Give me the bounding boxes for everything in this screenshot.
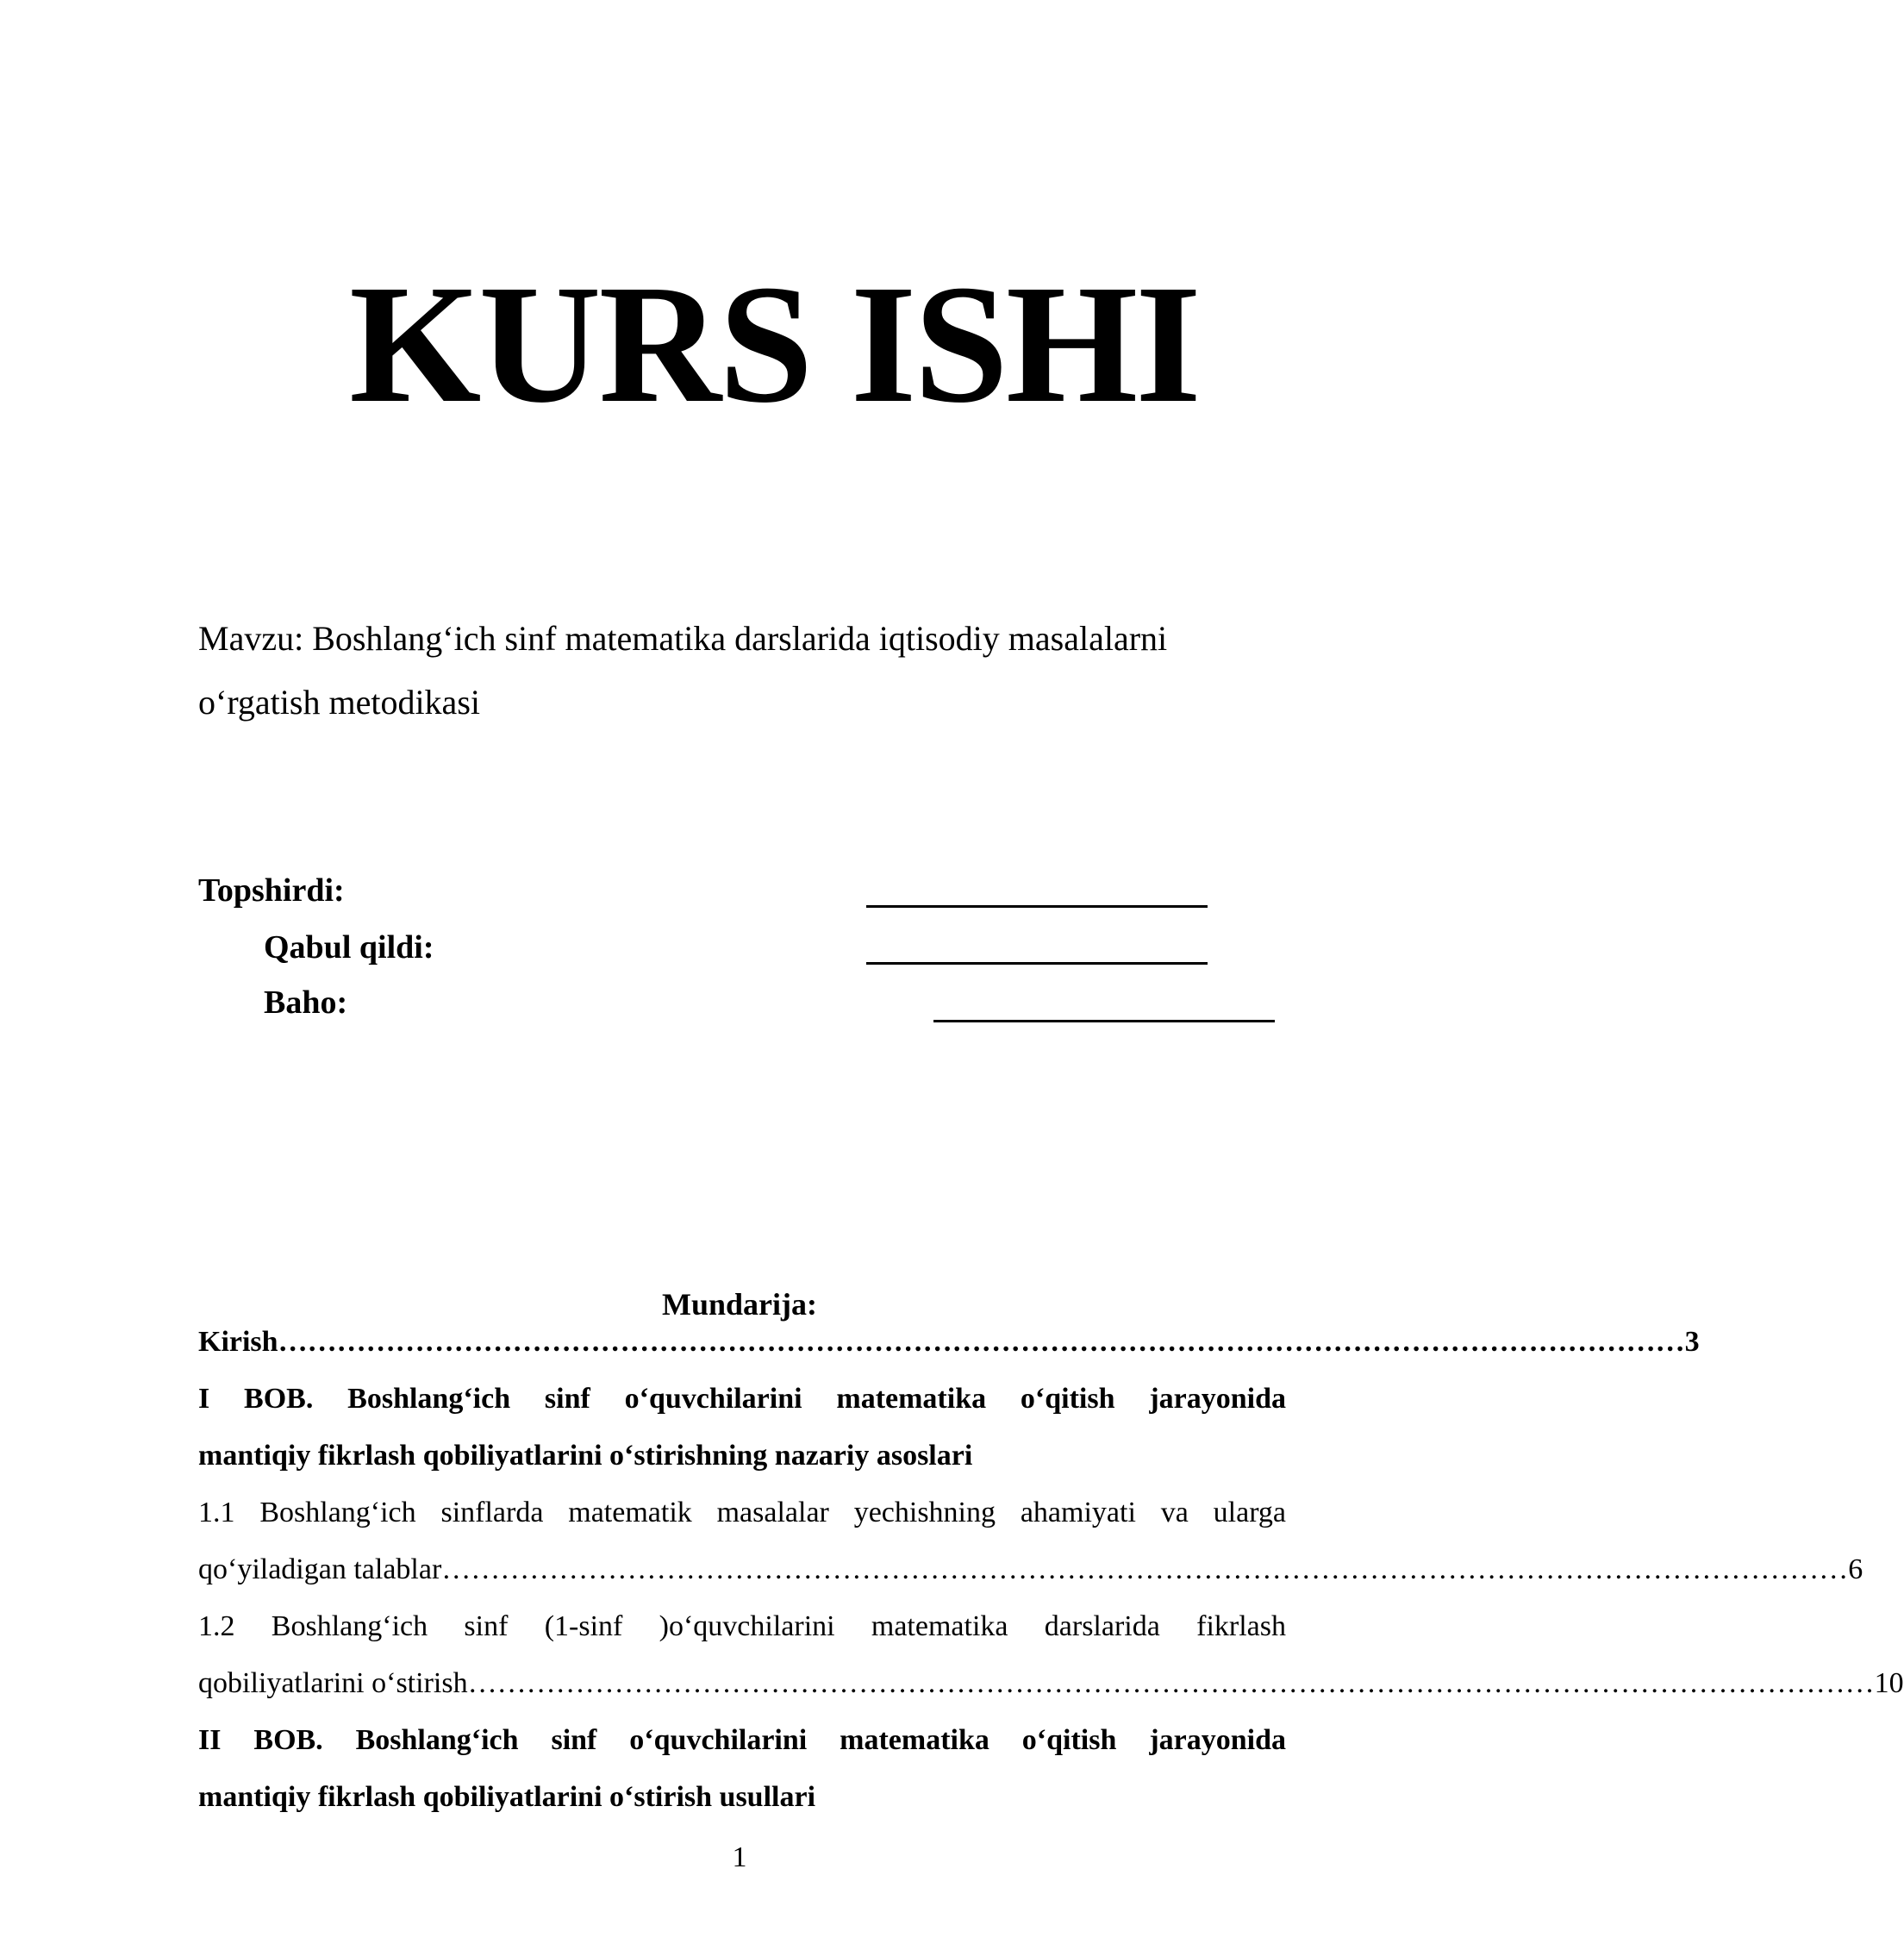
toc-intro-page: 3 (1684, 1326, 1700, 1358)
submitted-label: Topshirdi: (198, 872, 345, 909)
document-title: KURS ISHI (349, 249, 1199, 438)
subject-line-2: o‘rgatish metodikasi (198, 683, 480, 722)
toc-chapter2-line-1: II BOB. Boshlang‘ich sinf o‘quvchilarini matematika o‘qitish jarayonida (198, 1724, 1286, 1756)
toc-section1-1-line-2 (198, 1541, 1863, 1598)
accepted-label: Qabul qildi: (264, 929, 434, 966)
toc-section1-2-label: qobiliyatlarini o‘stirish (198, 1667, 468, 1699)
toc-leader-dots: ……………………………………………………………………………………………………………………………… (441, 1553, 1849, 1585)
toc-heading: Mundarija: (662, 1287, 817, 1322)
grade-blank (933, 1020, 1275, 1022)
page-number: 1 (732, 1841, 747, 1873)
toc-entry-intro (198, 1314, 1700, 1371)
submitted-blank (866, 905, 1208, 908)
subject-line-1: Mavzu: Boshlang‘ich sinf matematika darslarida iqtisodiy masalalarni (198, 619, 1168, 658)
toc-chapter1-line-1: I BOB. Boshlang‘ich sinf o‘quvchilarini matematika o‘qitish jarayonida (198, 1383, 1286, 1415)
toc-section1-1-label: qo‘yiladigan talablar (198, 1553, 442, 1585)
toc-section1-1-line-1: 1.1 Boshlang‘ich sinflarda matematik masalalar yechishning ahamiyati va ularga (198, 1497, 1286, 1528)
grade-label: Baho: (264, 984, 348, 1021)
toc-leader-dots: ……………………………………………………………………………………………………………………………… (467, 1667, 1875, 1699)
toc-section1-2-line-1: 1.2 Boshlang‘ich sinf (1-sinf )o‘quvchilarini matematika darslarida fikrlash (198, 1610, 1286, 1642)
toc-chapter2-line-2: mantiqiy fikrlash qobiliyatlarini o‘stirish usullari (198, 1781, 816, 1813)
toc-section1-2-page: 10 (1874, 1667, 1904, 1699)
toc-section1-1-page: 6 (1848, 1553, 1863, 1585)
toc-chapter1-line-2: mantiqiy fikrlash qobiliyatlarini o‘stirishning nazariy asoslari (198, 1440, 973, 1472)
toc-section1-2-line-2 (198, 1655, 1904, 1712)
toc-intro-label: Kirish (198, 1326, 278, 1358)
toc-leader-dots: ……………………………………………………………………………………………………………………………… (278, 1326, 1685, 1358)
accepted-blank (866, 962, 1208, 965)
